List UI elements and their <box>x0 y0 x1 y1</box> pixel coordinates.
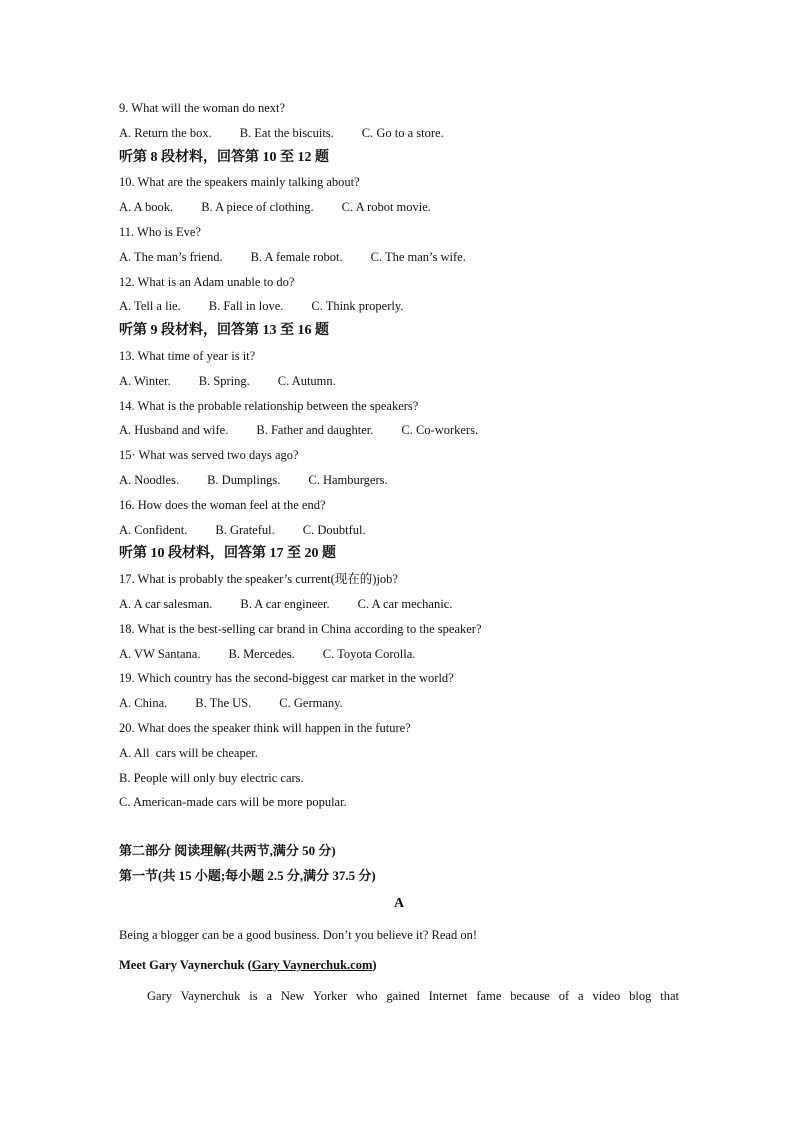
option-a: A. China. <box>119 696 168 711</box>
option-c: C. Germany. <box>279 696 343 711</box>
question-14-options <box>119 418 679 443</box>
section-heading-8: 听第 8 段材料，回答第 10 至 12 题 <box>119 149 329 165</box>
question-10-options <box>119 195 679 220</box>
question-14: 14. What is the probable relationship between the speakers? <box>119 398 419 413</box>
option-b: B. A female robot. <box>250 249 343 264</box>
question-9-options <box>119 121 679 146</box>
option-c: C. A robot movie. <box>341 200 431 215</box>
option-b: B. Grateful. <box>215 522 275 537</box>
document-page <box>119 96 679 1012</box>
question-9: 9. What will the woman do next? <box>119 101 286 115</box>
option-c: C. Think properly. <box>311 299 404 314</box>
option-c: C. Hamburgers. <box>308 472 388 487</box>
question-20-option-a: A. All cars will be cheaper. <box>119 745 258 760</box>
option-b: B. Fall in love. <box>208 299 284 314</box>
question-20-option-c: C. American-made cars will be more popular. <box>119 795 347 810</box>
part-two-title: 第二部分 阅读理解(共两节,满分 50 分) <box>119 843 336 859</box>
option-c: C. Doubtful. <box>302 522 366 537</box>
question-20-option-b: B. People will only buy electric cars. <box>119 770 304 785</box>
question-18-options <box>119 642 679 667</box>
option-a: A. Confident. <box>119 522 188 537</box>
option-b: B. Spring. <box>198 373 250 388</box>
question-11-options <box>119 245 679 270</box>
option-b: B. The US. <box>195 696 252 711</box>
option-a: A. Husband and wife. <box>119 423 229 438</box>
option-a: A. VW Santana. <box>119 646 201 661</box>
option-b: B. Dumplings. <box>207 472 281 487</box>
passage-subtitle <box>119 950 679 980</box>
option-c: C. Toyota Corolla. <box>322 646 416 661</box>
option-c: C. A car mechanic. <box>357 596 453 611</box>
question-12: 12. What is an Adam unable to do? <box>119 274 295 289</box>
option-b: B. Mercedes. <box>228 646 295 661</box>
option-b: B. Father and daughter. <box>256 423 374 438</box>
question-17: 17. What is probably the speaker’s current(现在的)job? <box>119 572 398 587</box>
question-10: 10. What are the speakers mainly talking about? <box>119 175 360 190</box>
option-a: A. Winter. <box>119 373 171 388</box>
question-13-options <box>119 369 679 394</box>
question-16-options <box>119 518 679 543</box>
subtitle-suffix: ) <box>372 958 377 973</box>
passage-intro: Being a blogger can be a good business. Don’t you believe it? Read on! <box>119 928 478 943</box>
question-15-options <box>119 468 679 493</box>
option-b: B. Eat the biscuits. <box>239 125 334 140</box>
question-20: 20. What does the speaker think will happen in the future? <box>119 720 411 735</box>
question-19-options <box>119 691 679 716</box>
option-a: A. A car salesman. <box>119 596 213 611</box>
question-12-options <box>119 294 679 319</box>
option-c: C. Go to a store. <box>361 125 444 140</box>
option-a: A. The man’s friend. <box>119 249 223 264</box>
passage-paragraph: Gary Vaynerchuk is a New Yorker who gained Internet fame because of a video blog that <box>147 989 679 1004</box>
question-18: 18. What is the best-selling car brand in China according to the speaker? <box>119 621 482 636</box>
subtitle-prefix: Meet Gary Vaynerchuk ( <box>119 958 252 973</box>
question-15: 15· What was served two days ago? <box>119 448 299 463</box>
question-19: 19. Which country has the second-biggest car market in the world? <box>119 671 454 686</box>
section-heading-9: 听第 9 段材料，回答第 13 至 16 题 <box>119 323 329 339</box>
question-11: 11. Who is Eve? <box>119 224 201 239</box>
option-a: A. A book. <box>119 200 174 215</box>
option-b: B. A piece of clothing. <box>201 200 314 215</box>
option-a: A. Noodles. <box>119 472 180 487</box>
section-one-title: 第一节(共 15 小题;每小题 2.5 分,满分 37.5 分) <box>119 867 376 883</box>
option-c: C. The man’s wife. <box>370 249 466 264</box>
question-16: 16. How does the woman feel at the end? <box>119 497 326 512</box>
spacer <box>119 815 679 839</box>
question-17-options <box>119 592 679 617</box>
website-link[interactable]: Gary Vaynerchuk.com <box>251 958 373 973</box>
option-c: C. Co-workers. <box>401 423 479 438</box>
option-c: C. Autumn. <box>277 373 336 388</box>
passage-label: A <box>393 896 405 912</box>
question-13: 13. What time of year is it? <box>119 348 256 363</box>
section-heading-10: 听第 10 段材料，回答第 17 至 20 题 <box>119 546 336 562</box>
option-a: A. Tell a lie. <box>119 299 181 314</box>
option-a: A. Return the box. <box>119 125 212 140</box>
option-b: B. A car engineer. <box>240 596 330 611</box>
